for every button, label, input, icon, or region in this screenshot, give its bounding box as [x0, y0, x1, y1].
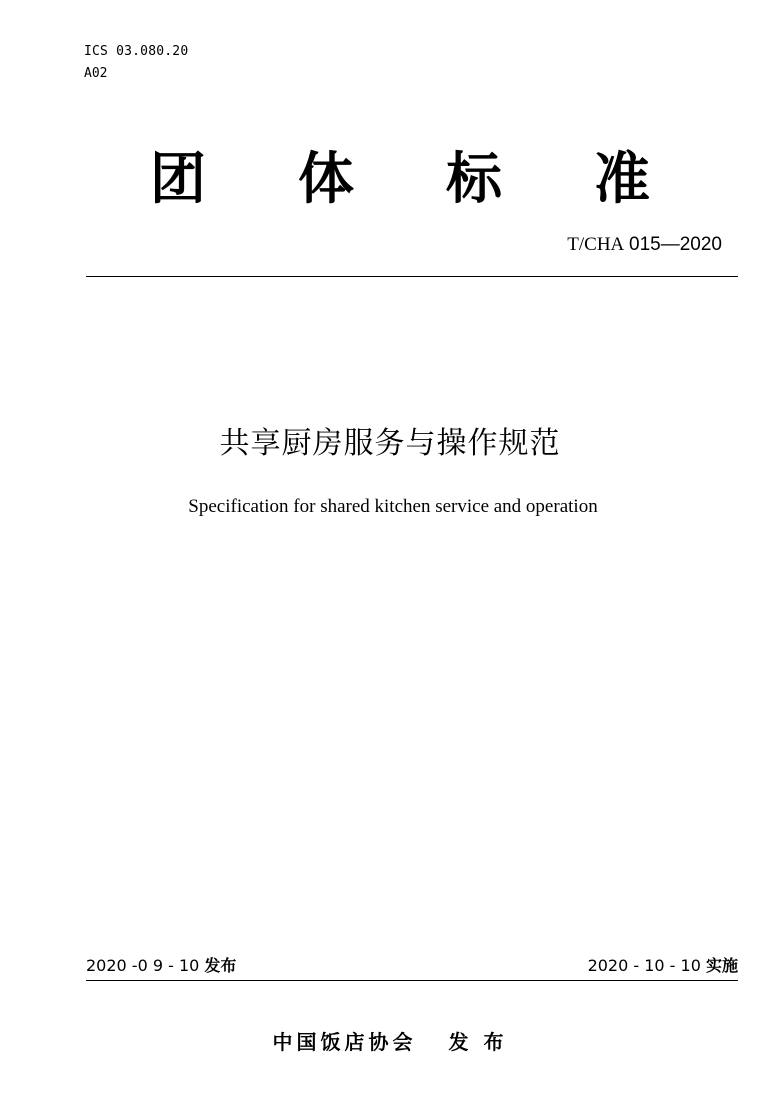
- header-divider: [86, 276, 738, 277]
- footer-divider: [86, 980, 738, 981]
- classification-code: A02: [84, 66, 108, 81]
- effective-date-label: 实施: [705, 956, 738, 975]
- effective-date: [588, 953, 738, 976]
- standard-type-char: 准: [594, 147, 650, 212]
- publisher-action: 发 布: [448, 1030, 508, 1054]
- issue-date-label: 发布: [204, 956, 237, 975]
- publisher: [0, 1026, 780, 1055]
- standard-type-char: 团: [150, 147, 206, 212]
- document-title-en: Specification for shared kitchen service and operation: [188, 496, 598, 517]
- issue-date: [86, 953, 236, 976]
- standard-number: [567, 234, 722, 256]
- standard-number-prefix: T/CHA: [567, 234, 625, 255]
- standard-type-char: 标: [446, 147, 502, 212]
- issue-date-value: 2020 -0 9 - 10: [86, 956, 200, 975]
- standard-type-heading: [150, 148, 650, 212]
- standard-type-char: 体: [298, 147, 354, 212]
- effective-date-value: 2020 - 10 - 10: [587, 956, 701, 975]
- ics-code: ICS 03.080.20: [84, 44, 189, 59]
- document-title-cn: 共享厨房服务与操作规范: [219, 426, 561, 461]
- publisher-name: 中国饭店协会: [272, 1030, 417, 1054]
- standard-number-value: 015—2020: [629, 234, 722, 255]
